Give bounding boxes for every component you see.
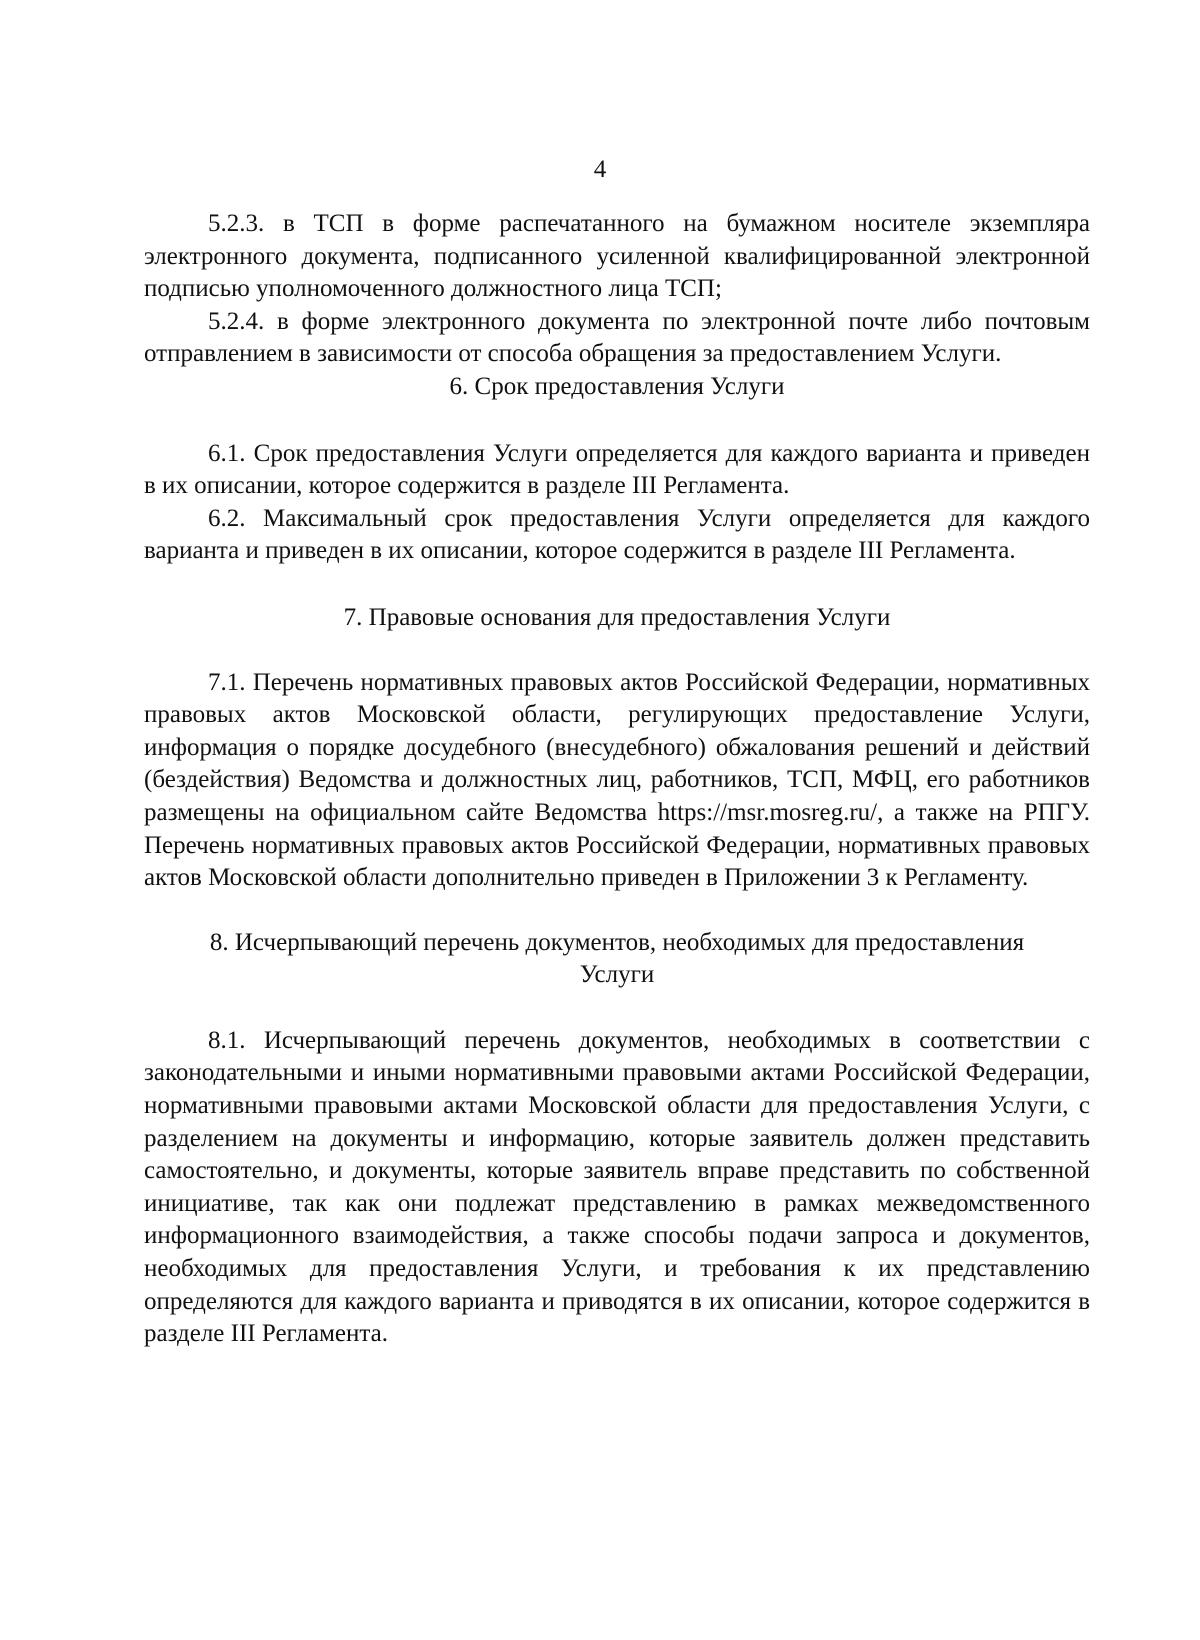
section-heading-6: 6. Срок предоставления Услуги [449,372,785,400]
section-heading-8-line-1: 8. Исчерпывающий перечень документов, необходимых для предоставления [209,928,1025,956]
document-body [144,208,1090,1351]
paragraph-6-2: 6.2. Максимальный срок предоставления Услуги определяется для каждого варианта и приведен в их описании, которое содержится в разделе III Регламента. [144,504,1090,565]
paragraph-5-2-4: 5.2.4. в форме электронного документа по электронной почте либо почтовым отправлением в зависимости от способа обращения за предоставлением Услуги. [144,307,1090,368]
section-heading-8-line-2: Услуги [579,961,655,989]
paragraph-5-2-3: 5.2.3. в ТСП в форме распечатанного на бумажном носителе экземпляра электронного документа, подписанного усиленной квалифицированной электронной подписью уполномоченного должностного лица ТСП; [144,210,1090,303]
paragraph-8-1: 8.1. Исчерпывающий перечень документов, необходимых в соответствии с законодательными и иными нормативными правовыми актами Российской Федерации, нормативными правовыми актами Московской области для предоставления Услуги, с разделением на документы и информацию, которые заявитель должен представить самостоятельно, и документы, которые заявитель вправе представить по собственной инициативе, так как они подлежат представлению в рамках межведомственного информационного взаимодействия, а также способы подачи запроса и документов, необходимых для предоставления Услуги, и требования к их представлению определяются для каждого варианта и приводятся в их описании, которое содержится в разделе III Регламента. [144,1026,1090,1348]
section-heading-7: 7. Правовые основания для предоставления Услуги [343,603,891,631]
paragraph-6-1: 6.1. Срок предоставления Услуги определяется для каждого варианта и приведен в их описании, которое содержится в разделе III Регламента. [144,439,1090,500]
page-number: 4 [593,156,607,183]
paragraph-7-1: 7.1. Перечень нормативных правовых актов Российской Федерации, нормативных правовых актов Московской области, регулирующих предоставление Услуги, информация о порядке досудебного (внесудебного) обжалования решений и действий (бездействия) Ведомства и должностных лиц, работников, ТСП, МФЦ, его работников размещены на официальном сайте Ведомства https://msr.mosreg.ru/, а также на РПГУ. Перечень нормативных правовых актов Российской Федерации, нормативных правовых актов Московской области дополнительно приведен в Приложении 3 к Регламенту. [144,668,1090,892]
section-heading-8 [144,927,1090,992]
